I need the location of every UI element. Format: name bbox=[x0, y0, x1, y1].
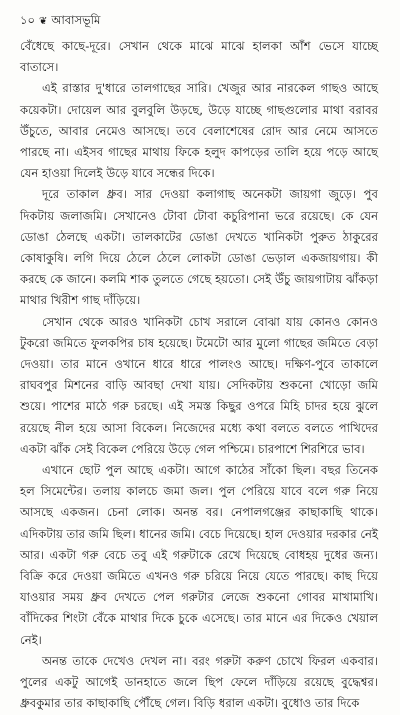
body-text bbox=[20, 36, 378, 715]
running-header bbox=[20, 10, 378, 32]
book-title: আবাসভূমি bbox=[51, 12, 101, 27]
ornament-icon: ❦ bbox=[38, 15, 48, 27]
paragraph: বেঁধেছে কাছে-দূরে। সেখান থেকে মাঝে মাঝে হালকা আঁশ ভেসে যাচ্ছে বাতাসে। bbox=[20, 39, 378, 75]
paragraph: অনন্ত তাকে দেখেও দেখল না। বরং গরুটা করুণ চোখে ফিরল একবার। পুলের একটু আগেই ডানহাতে জলে ছিপ ফেলে দাঁড়িয়ে রয়েছে বুদ্ধেশ্বর। ধ্রুবকুমার তার কাছাকাছি পৌঁছে গেল। বিড়ি ধরাল একটা। বুধোও তার দিকে bbox=[20, 653, 378, 711]
paragraph: এখানে ছোট পুল আছে একটা। আগে কাঠের সাঁকো ছিল। বছর তিনেক হল সিমেন্টের। তলায় কালচে জমা জল। পুল পেরিয়ে যাবে বলে গরু নিয়ে আসছে একজন। চেনা লোক। অনন্ত বর। নেপালগঞ্জের কাছাকাছি থাকে। এদিকটায় তার জমি ছিল। ধানের জমি। বেচে দিয়েছে। হাল দেওয়ার দরকার নেই আর। একটা গরু বেচে তবু এই গরুটাকে রেখে দিয়েছে বোধহয় দুধের জন্য। বিক্রি করে দেওয়া জমিতে এখনও গরু চরিয়ে নিয়ে যেতে পারছে। কাছ দিয়ে যাওয়ার সময় ধ্রুব দেখতে পেল গরুটার লেজে শুকনো গোবর মাখামাখি। বাঁদিকের শিংটা বেঁকে মাথার দিকে চুকে এসেছে। তার মানে এর দিকেও খেয়াল নেই। bbox=[20, 463, 378, 647]
paragraph: দূরে তাকাল ধ্রুব। সার দেওয়া কলাগাছ অনেকটা জায়গা জুড়ে। পুব দিকটায় জলাজমি। সেখানেও টোবা টোবা কচুরিপানা ভরে রয়েছে। কে যেন ডোঙা ঠেলছে একটা। তালকাটের ডোঙা দেখতে খানিকটা পুরুত ঠাকুরের কোষাকুষি। লগি দিয়ে ঠেলে ঠেলে লোকটা ডোঙা ভেড়াল একজায়গায়। কী করছে কে জানে। কলমি শাক তুলতে গেছে হয়তো। সেই উঁচু জায়গাটায় ঝাঁকড়া মাথার খিরীশ গাছ দাঁড়িয়ে। bbox=[20, 187, 378, 308]
paragraph: সেখান থেকে আরও খানিকটা চোখ সরালে বোঝা যায় কোনও কোনও টুকরো জমিতে ফুলকপির চাষ হয়েছে। টমেটো আর মুলো গাছের জমিতে বেড়া দেওয়া। তার মানে ওখানে ধারে ধারে পালংও আছে। দক্ষিণ-পুবে তাকালে রাঘবপুর মিশনের বাড়ি আবছা দেখা যায়। সেদিকটায় শুকনো খোড়ো জমি শুয়ে। পাশের মাঠে গরু চরছে। এই সমস্ত কিছুর ওপরে মিহি চাদর হয়ে ঝুলে রয়েছে নীল হয়ে আসা বিকেল। নিজেদের মধ্যে কথা বলতে বলতে পাখিদের একটা ঝাঁক সেই বিকেল পেরিয়ে উড়ে গেল পশ্চিমে। চারপাশে শিরশিরে ভাব। bbox=[20, 314, 378, 456]
page-number: ১০ bbox=[20, 12, 35, 27]
paragraph: এই রাস্তার দু'ধারে তালগাছের সারি। খেজুর আর নারকেল গাছও আছে কয়েকটা। দোয়েল আর বুলবুলি উড়ছে, উড়ে যাচ্ছে গাছগুলোর মাথা বরাবর উঁচুতে, আবার নেমেও আসছে। তবে বেলাশেষের রোদ আর নেমে আসতে পারছে না। এইসব গাছের মাথায় ফিকে হলুদ কাপড়ের তালি হয়ে পড়ে আছে যেন হাওয়া দিলেই উড়ে যাবে সন্ধের দিকে। bbox=[20, 81, 378, 181]
